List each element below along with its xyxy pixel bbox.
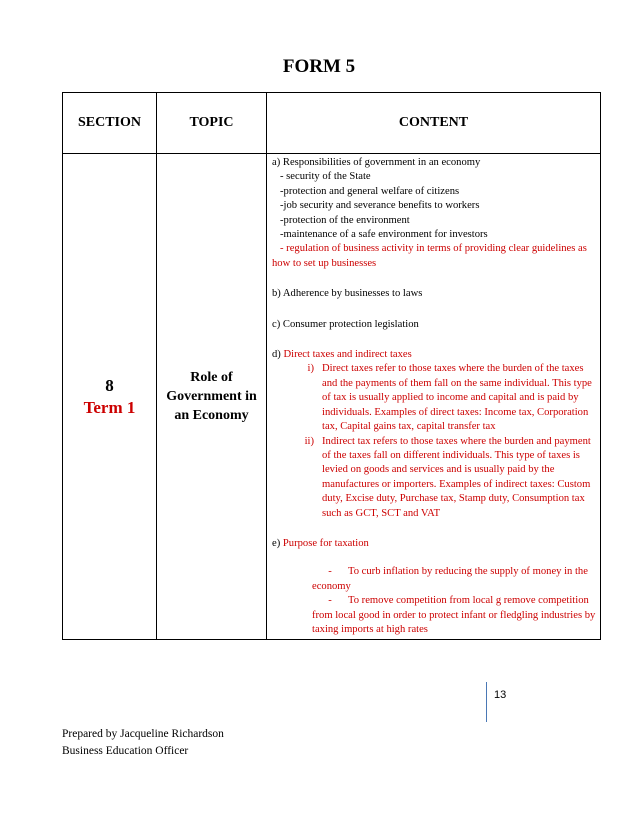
footer: [62, 726, 224, 760]
list-item: -protection of the environment: [280, 214, 410, 226]
section-cell: [63, 154, 157, 640]
content-e-prefix: e): [272, 537, 283, 549]
list-item: [272, 362, 597, 434]
dash-marker: -: [328, 566, 332, 578]
content-a-red-item: - regulation of business activity in terms of providing clear guidelines as how to set up businesses: [272, 243, 587, 269]
header-content: CONTENT: [267, 93, 601, 154]
list-item: - security of the State: [280, 171, 371, 183]
list-item: -protection and general welfare of citizens: [280, 185, 460, 197]
footer-role: Business Education Officer: [62, 745, 189, 757]
content-a-list: [272, 170, 597, 242]
list-text: To remove competition from local g remove competition from local good in order to protect infant or fledgling industries by taxing imports at high rates: [312, 595, 596, 635]
table-row: [63, 154, 601, 640]
topic-cell: [157, 154, 267, 640]
section-term: Term 1: [83, 397, 136, 417]
page-title: FORM 5: [282, 56, 356, 77]
content-c: c) Consumer protection legislation: [272, 318, 419, 330]
footer-author: Prepared by Jacqueline Richardson: [62, 728, 224, 740]
page-number-rule: [486, 682, 487, 722]
list-number: i): [307, 363, 314, 375]
dash-marker: -: [328, 595, 332, 607]
content-e-list: [272, 565, 597, 637]
list-text: To curb inflation by reducing the supply of money in the economy: [312, 566, 588, 592]
list-item: [272, 594, 597, 637]
content-d-heading: Direct taxes and indirect taxes: [283, 349, 412, 361]
header-row: [63, 93, 601, 154]
list-item: [272, 435, 597, 521]
content-cell: [267, 154, 601, 640]
content-b: b) Adherence by businesses to laws: [272, 288, 423, 300]
content-e-heading: Purpose for taxation: [282, 537, 369, 549]
list-text: Indirect tax refers to those taxes where the burden and payment of the taxes fall on different individuals. This type of taxes is levied on goods and services and is usually paid by the manufactures or importers. Examples of indirect taxes: Custom duty, Excise duty, Purchase tax, Stamp duty, Consumption tax such as GCT, SCT and VAT: [322, 435, 591, 519]
topic-line: an Economy: [174, 408, 249, 424]
list-text: Direct taxes refer to those taxes where the burden of the taxes and the payments of them fall on the same individual. This type of tax is usually applied to income and capital and is paid by individuals. Examples of direct taxes: Income tax, Corporation tax, Capital gains tax, capital transfer tax: [322, 363, 592, 433]
content-d-list: [272, 362, 597, 520]
page-number: 13: [494, 689, 507, 701]
section-number: 8: [105, 375, 114, 395]
topic-line: Role of: [190, 370, 233, 386]
curriculum-table: [62, 92, 601, 640]
list-item: -maintenance of a safe environment for investors: [280, 229, 488, 241]
header-section: SECTION: [63, 93, 157, 154]
content-a-heading: a) Responsibilities of government in an economy: [272, 157, 481, 168]
list-number: ii): [304, 435, 314, 447]
header-topic: TOPIC: [157, 93, 267, 154]
topic-line: Government in: [166, 389, 257, 405]
list-item: [272, 565, 597, 594]
list-item: -job security and severance benefits to workers: [280, 200, 480, 212]
content-d-prefix: d): [272, 349, 284, 361]
